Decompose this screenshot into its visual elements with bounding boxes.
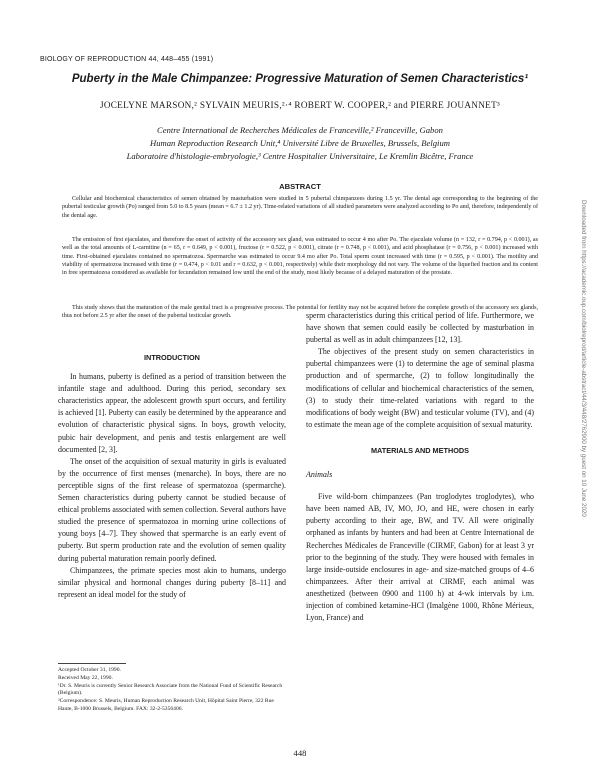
left-column: [58, 352, 286, 601]
footnote-1: ¹Dr. S. Meuris is currently Senior Research Associate from the National Fund of Scientific Research (Belgium).: [58, 682, 283, 697]
abstract-paragraph-1: Cellular and biochemical characteristics of semen obtained by masturbation were studied in 5 pubertal chimpanzees during 1.5 yr. The dental age corresponding to the beginning of the pubertal testicular growth (Po) ranged from 5.0 to 8.5 years (mean = 6.7 ± 1.2 yr). Time-related variations of all studied parameters were analyzed according to Po and, therefore, independently of the dental age.: [62, 196, 538, 219]
footnote-rule: [58, 663, 126, 664]
article-title: Puberty in the Male Chimpanzee: Progressive Maturation of Semen Characteristics¹: [71, 73, 529, 85]
intro-paragraph-1: In humans, puberty is defined as a period of transition between the infantile stage and adulthood. During this period, secondary sex characteristics appear, the adolescent growth spurt occurs, and fertility is achieved [1]. Puberty can easily be determined by the appearance and evolution of characteristic physical signs. In boys, growth velocity, pubic hair development, and penis and testis enlargement are well documented [2, 3].: [58, 372, 286, 454]
footnotes: [58, 667, 286, 714]
abstract-paragraph-3: This study shows that the maturation of the male genital tract is a progressive process. The potential for fertility may not be acquired before the complete growth of the accessory sex glands, thus not before 2.5 yr after the onset of the pubertal testicular growth.: [62, 305, 538, 320]
right-paragraph-1: sperm characteristics during this critical period of life. Furthermore, we have shown that semen could easily be collected by masturbation in pubertal as well as in adult chimpanzees [12, 13].: [306, 311, 534, 345]
intro-paragraph-2: The onset of the acquisition of sexual maturity in girls is evaluated by the occurrence of first menses (menarche). In boys, there are no perceptible signs of the first release of spermatozoa (spermarche). Semen characteristics during puberty cannot be studied because of ethical problems associated with semen collection. Several authors have studied the presence of spermatozoa in morning urine collections of young boys [4–7]. They showed that spermarche is an early event of puberty. But sperm production rate and the evolution of semen quality during pubertal maturation remain poorly defined.: [58, 456, 286, 563]
journal-header: BIOLOGY OF REPRODUCTION 44, 448–455 (1991): [40, 56, 214, 63]
author-list: JOCELYNE MARSON,² SYLVAIN MEURIS,²·⁴ ROBERT W. COOPER,² and PIERRE JOUANNET³: [99, 100, 501, 110]
right-paragraph-2: The objectives of the present study on semen characteristics in pubertal chimpanzees were (1) to determine the age of seminal plasma production and of spermarche, (2) to follow longitudinally the modifications of cellular and biochemical characteristics of the semen, (3) to study their time-related variations with regard to the modifications of body weight (BW) and testicular volume (TV), and (4) to estimate the mean age of the complete acquisition of sexual maturity.: [306, 347, 534, 429]
affiliation-3: Laboratoire d'histologie-embryologie,³ Centre Hospitalier Universitaire, Le Kremlin Bicêtre, France: [126, 151, 474, 161]
footnote-accepted: Accepted October 31, 1990.: [58, 667, 121, 673]
footnote-received: Received May 22, 1990.: [58, 674, 113, 681]
animals-subheading: Animals: [306, 470, 333, 480]
abstract-heading: ABSTRACT: [279, 182, 321, 191]
download-watermark: [580, 200, 592, 640]
animals-paragraph: Five wild-born chimpanzees (Pan troglodytes troglodytes), who have been named AB, IV, MO, JO, and HE, were chosen in early puberty according to their age, BW, and TV. All were originally orphaned as infants by hunters and had been at Centre International de Recherches Médicales de Franceville (CIRMF, Gabon) for at least 3 yr prior to the beginning of the study. They were housed with females in large inside-outside enclosures in age- and size-matched groups of 4–6 chimpanzees. After their arrival at CIRMF, each animal was anesthetized (between 0900 and 1100 h) at 4-wk intervals by i.m. injection of combined ketamine-HCl (Imalgène 1000, Rhône Mérieux, Lyon, France) and: [306, 492, 534, 623]
abstract-paragraph-2: The emission of first ejaculates, and therefore the onset of activity of the accessory sex gland, was estimated to occur 4 mo after Po. The ejaculate volume (n = 132, r = 0.794, p < 0.001), as well as the total amounts of L-carnitine (n = 65, r = 0.649, p < 0.001), fructose (r = 0.522, p < 0.001), citrate (r = 0.748, p < 0.001), and acid phosphatase (r = 0.756, p < 0.001) increased with time. First-obtained ejaculates contained no spermatozoa. Spermarche was estimated to occur 9.4 mo after Po. Total sperm count increased with time (r = 0.595, p < 0.001). The motility and viability of spermatozoa increased with time (r = 0.474, p < 0.01 and r = 0.632, p < 0.001, respectively) while their morphology did not vary. The volume of the liquefied fraction and its content in free spermatozoa considered as available for fecundation remained low until the end of the study, most likely because of a delayed maturation of the prostate.: [62, 237, 538, 277]
introduction-heading: INTRODUCTION: [144, 353, 200, 362]
affiliation-1: Centre International de Recherches Médicales de Franceville,² Franceville, Gabon: [157, 125, 443, 135]
download-watermark-text: Downloaded from https://academic.oup.com/biolreprod/article-abstract/44/3/448/2762900 by guest on 10 June 2020: [580, 200, 587, 517]
right-column: [306, 310, 534, 624]
footnote-2: ²Correspondence: S. Meuris, Human Reproduction Research Unit, Hôpital Saint Pierre, 322 Rue Haute, B-1000 Brussels, Belgium. FAX: 32-2-5356406.: [58, 698, 274, 712]
affiliation-2: Human Reproduction Research Unit,⁴ Université Libre de Bruxelles, Brussels, Belgium: [150, 138, 450, 148]
intro-paragraph-3: Chimpanzees, the primate species most akin to humans, undergo similar physical and hormonal changes during puberty [8–11] and represent an ideal model for the study of: [58, 565, 286, 599]
page-number: 448: [293, 748, 307, 758]
methods-heading: MATERIALS AND METHODS: [370, 445, 470, 455]
